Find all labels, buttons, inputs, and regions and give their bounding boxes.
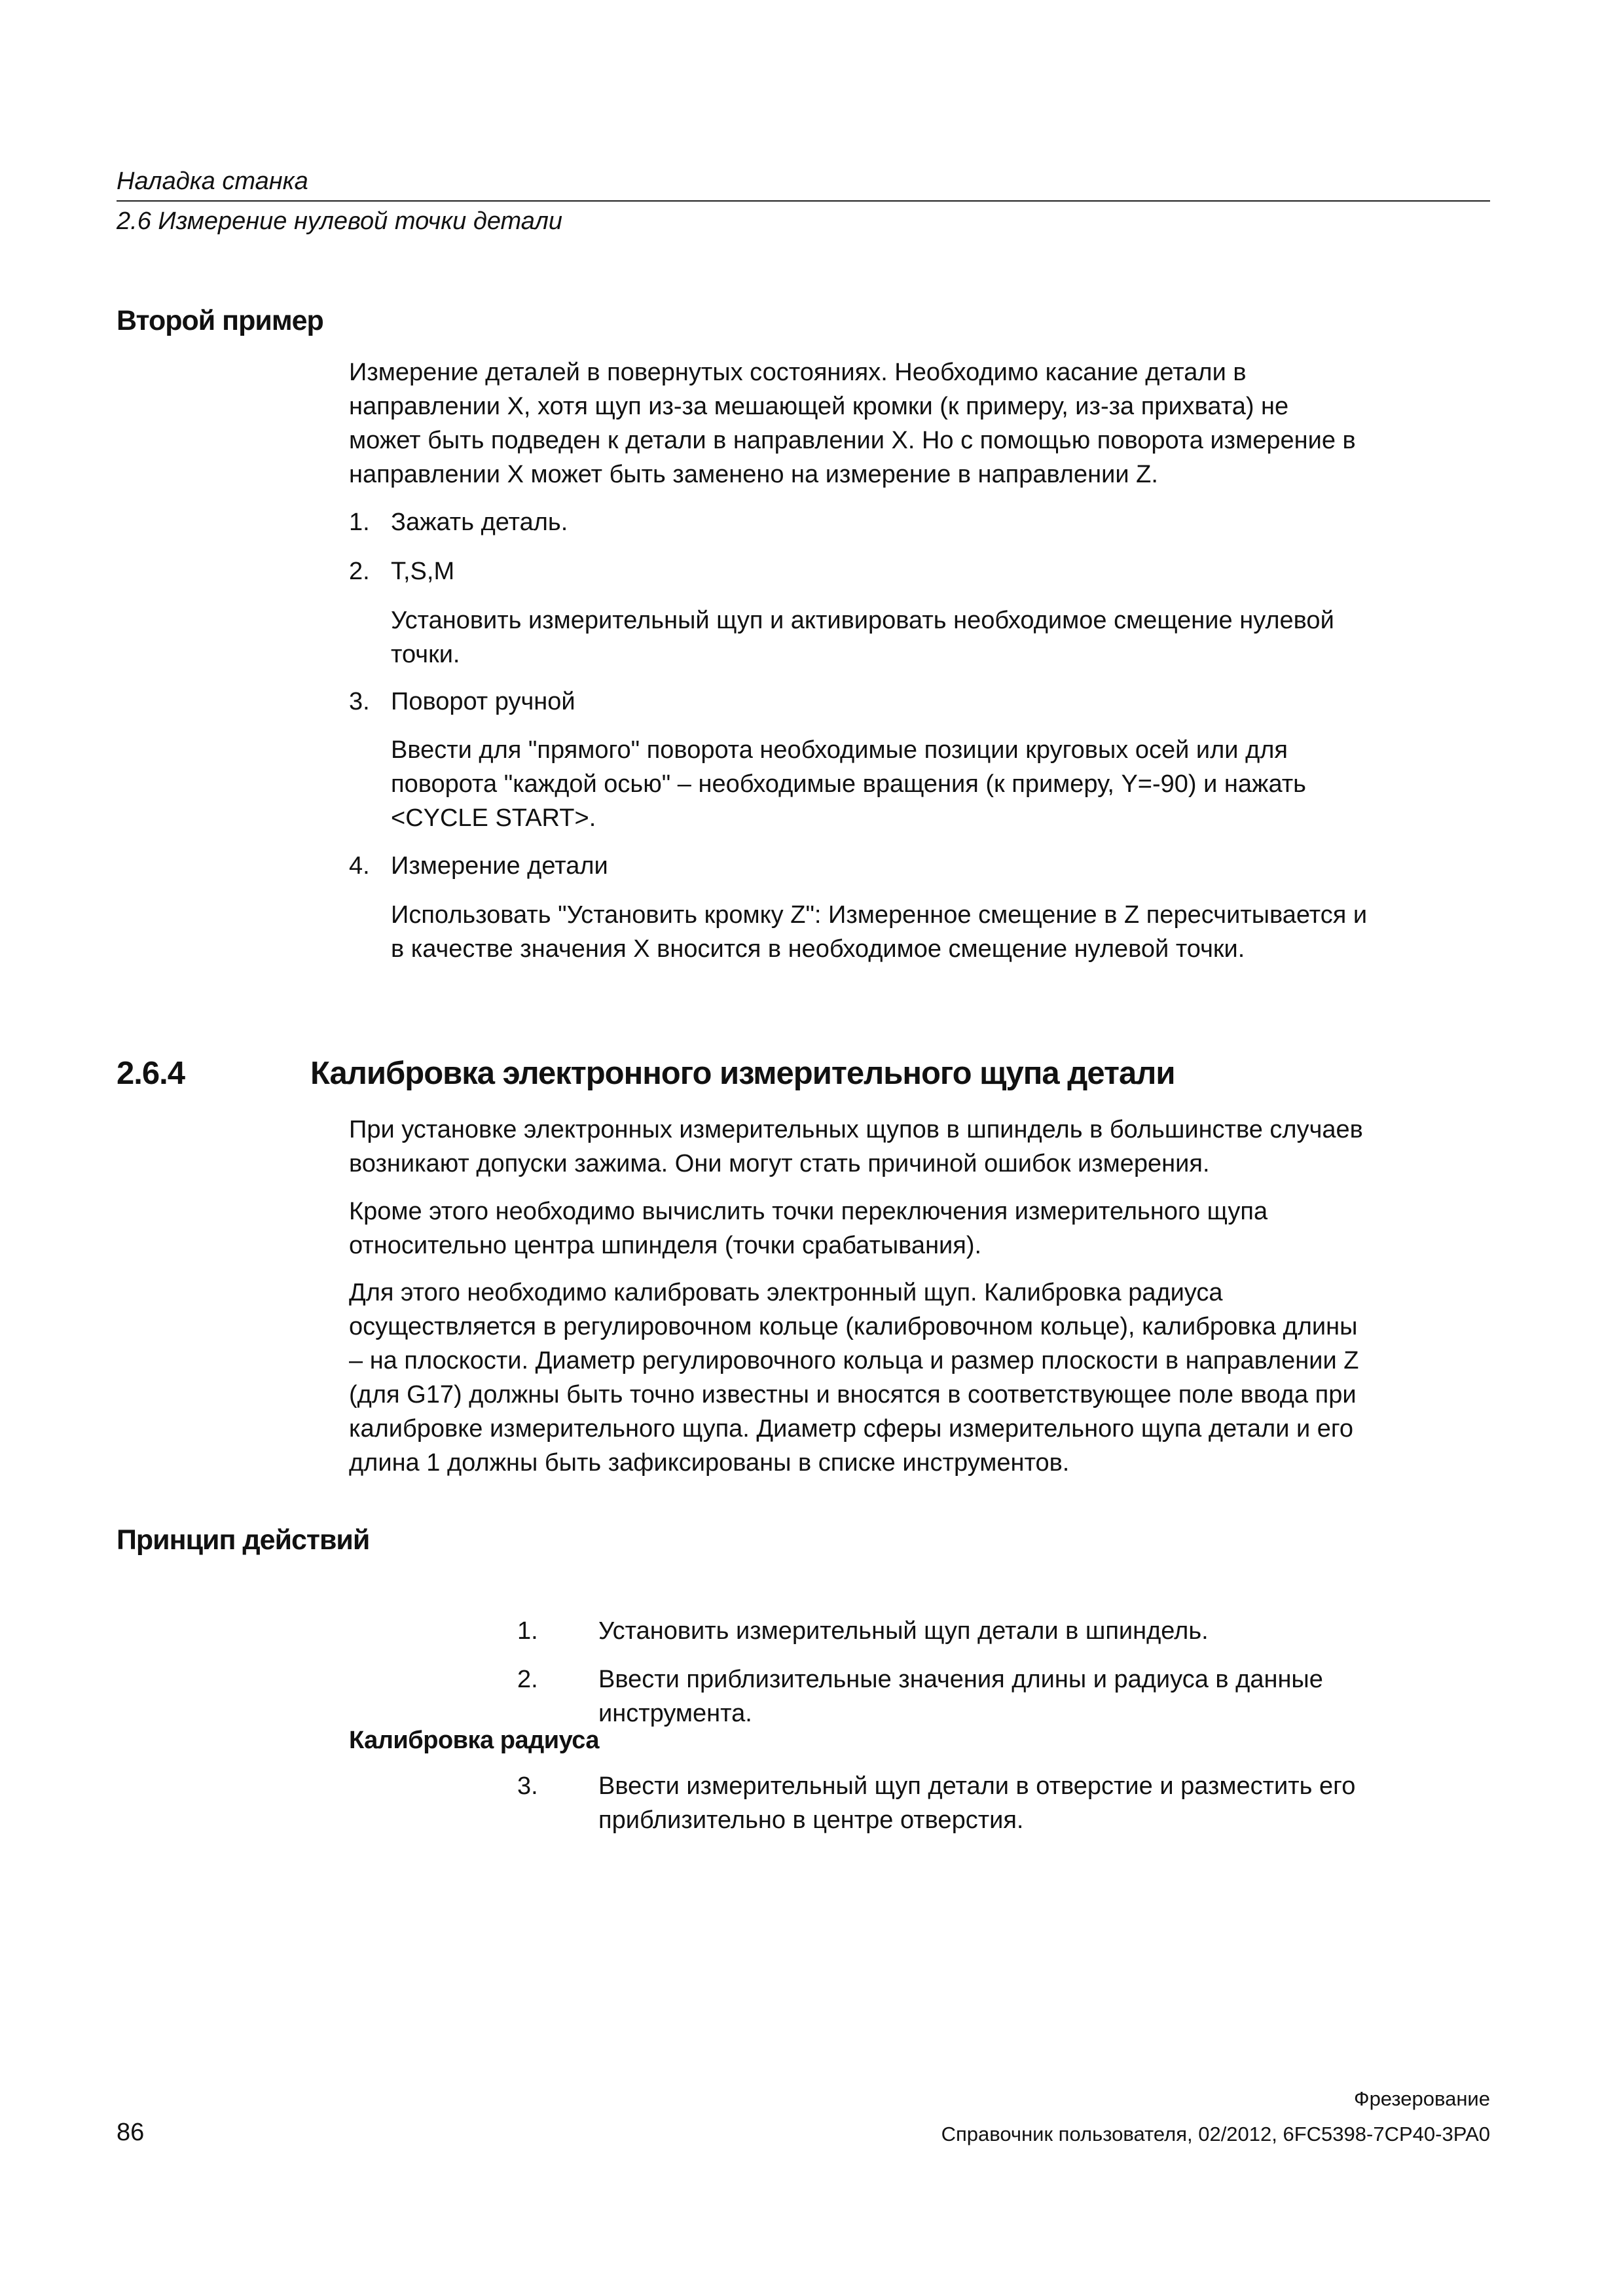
step-title: Зажать деталь. [391,509,568,536]
text-line: Установить измерительный щуп детали в шпиндель. [598,1617,1209,1645]
step-title: Измерение детали [391,852,608,880]
intro-paragraph [349,355,1491,492]
procedure-step [517,1769,1491,1837]
text-line: Ввести для "прямого" поворота необходимые позиции круговых осей или для [391,736,1288,764]
step-note [391,733,1491,835]
section-number: 2.6.4 [117,1056,185,1091]
text-line: приблизительно в центре отверстия. [598,1806,1024,1834]
text-line: Ввести приблизительные значения длины и радиуса в данные [598,1666,1323,1693]
step-number: 2. [517,1666,538,1693]
footer-manual: Справочник пользователя, 02/2012, 6FC5398-7CP40-3PA0 [941,2123,1490,2145]
step-number: 3. [517,1772,538,1800]
text-line: – на плоскости. Диаметр регулировочного кольца и размер плоскости в направлении Z [349,1347,1359,1374]
text-line: относительно центра шпинделя (точки срабатывания). [349,1232,982,1259]
section-heading [117,1055,1175,1092]
step-item [349,505,1491,539]
header-divider [117,200,1490,202]
section-paragraph [349,1113,1491,1181]
procedure-step [517,1614,1491,1648]
text-line: длина 1 должны быть зафиксированы в списке инструментов. [349,1449,1070,1477]
text-line: (для G17) должны быть точно известны и вносятся в соответствующее поле ввода при [349,1381,1357,1408]
text-line: Измерение деталей в повернутых состояниях. Необходимо касание детали в [349,359,1247,386]
text-line: в качестве значения X вносится в необходимое смещение нулевой точки. [391,935,1245,963]
step-number: 3. [349,688,370,715]
page-number: 86 [117,2119,145,2146]
text-line: точки. [391,641,460,668]
step-text [598,1662,1491,1731]
subheading-radius-calibration: Калибровка радиуса [349,1727,600,1754]
subheading-principle: Принцип действий [117,1524,370,1556]
text-line: осуществляется в регулировочном кольце (калибровочном кольце), калибровка длины [349,1313,1358,1340]
text-line: При установке электронных измерительных щупов в шпиндель в большинстве случаев [349,1116,1363,1143]
section-paragraph [349,1194,1491,1263]
step-title: Поворот ручной [391,688,575,715]
text-line: Использовать "Установить кромку Z": Измеренное смещение в Z пересчитывается и [391,901,1368,929]
text-line: поворота "каждой осью" – необходимые вращения (к примеру, Y=-90) и нажать [391,770,1306,798]
text-line: <CYCLE START>. [391,804,596,832]
step-number: 1. [349,509,370,536]
step-number: 2. [349,558,370,585]
subheading-second-example: Второй пример [117,305,323,336]
step-note [391,603,1491,672]
text-line: направлении X, хотя щуп из-за мешающей кромки (к примеру, из-за прихвата) не [349,393,1289,420]
running-header-section: 2.6 Измерение нулевой точки детали [117,207,563,235]
step-text [598,1769,1491,1837]
text-line: направлении X может быть заменено на измерение в направлении Z. [349,461,1158,488]
text-line: инструмента. [598,1700,752,1727]
footer-product: Фрезерование [1354,2087,1490,2110]
procedure-step [517,1662,1491,1731]
step-number: 4. [349,852,370,880]
text-line: Установить измерительный щуп и активировать необходимое смещение нулевой [391,607,1334,634]
step-title: T,S,M [391,558,455,585]
text-line: Ввести измерительный щуп детали в отверстие и разместить его [598,1772,1356,1800]
step-item [349,554,1491,588]
text-line: возникают допуски зажима. Они могут стать причиной ошибок измерения. [349,1150,1210,1177]
text-line: Для этого необходимо калибровать электронный щуп. Калибровка радиуса [349,1279,1223,1306]
text-line: может быть подведен к детали в направлении X. Но с помощью поворота измерение в [349,427,1356,454]
text-line: Кроме этого необходимо вычислить точки переключения измерительного щупа [349,1198,1268,1225]
running-header-chapter: Наладка станка [117,168,308,195]
section-title: Калибровка электронного измерительного щупа детали [310,1056,1175,1091]
section-paragraph [349,1276,1491,1480]
step-number: 1. [517,1617,538,1645]
step-item [349,849,1491,883]
step-item [349,685,1491,719]
step-note [391,898,1491,966]
step-text [598,1614,1491,1648]
text-line: калибровке измерительного щупа. Диаметр сферы измерительного щупа детали и его [349,1415,1354,1443]
